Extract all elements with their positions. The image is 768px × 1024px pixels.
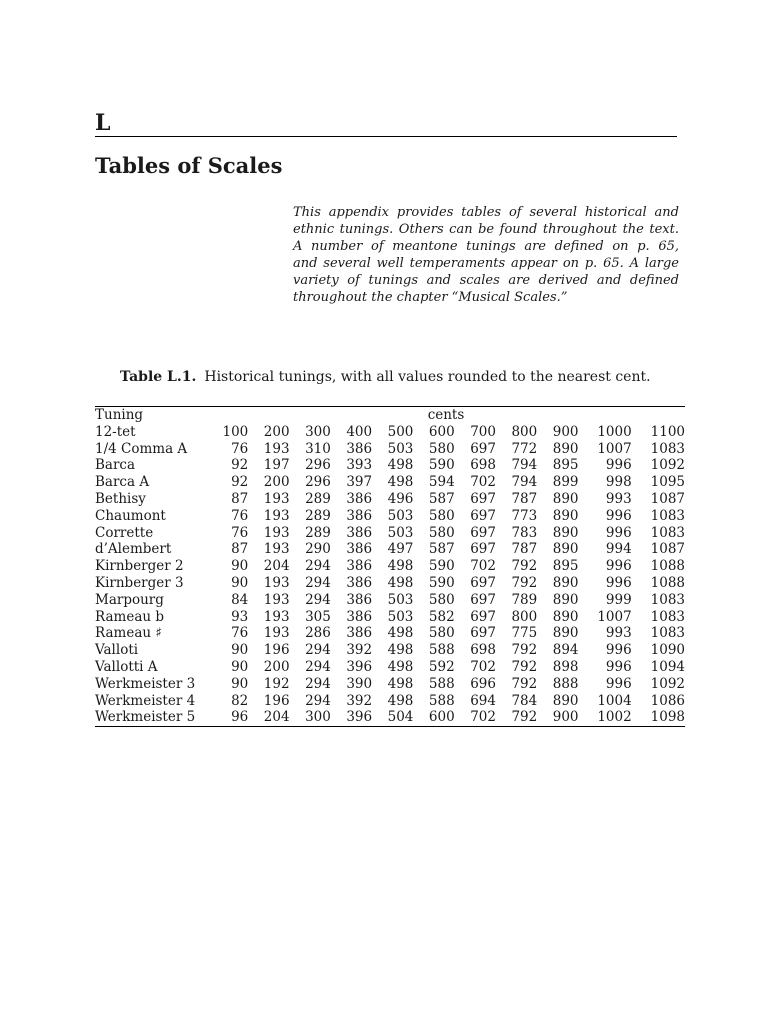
cents-value: 587 (428, 541, 455, 558)
cents-value: 697 (470, 490, 496, 507)
cents-value: 694 (470, 692, 496, 709)
cents-value: 498 (387, 642, 414, 659)
cents-value: 90 (231, 574, 249, 591)
cents-value: 1095 (650, 474, 685, 491)
cents-value: 588 (428, 692, 455, 709)
cents-value: 789 (511, 591, 538, 608)
cents-value: 1083 (650, 524, 685, 541)
cents-value: 200 (263, 423, 290, 440)
cents-value: 386 (346, 507, 373, 524)
cents-value: 294 (305, 558, 331, 575)
cents-value: 392 (346, 642, 373, 659)
cents-value: 289 (305, 524, 331, 541)
cents-value: 996 (605, 675, 632, 692)
cents-value: 503 (387, 524, 414, 541)
table-row (95, 592, 685, 609)
cents-value: 498 (387, 692, 414, 709)
tuning-name: Barca (95, 457, 136, 474)
cents-value: 792 (511, 709, 538, 726)
cents-value: 503 (387, 507, 414, 524)
cents-value: 996 (605, 457, 632, 474)
chapter-letter: L (95, 110, 111, 136)
cents-value: 787 (511, 541, 538, 558)
cents-value: 590 (428, 457, 455, 474)
cents-value: 386 (346, 608, 373, 625)
cents-value: 92 (231, 457, 249, 474)
cents-value: 90 (231, 642, 249, 659)
cents-value: 775 (511, 625, 538, 642)
cents-value: 193 (263, 608, 290, 625)
cents-value: 1000 (597, 423, 632, 440)
cents-value: 400 (346, 423, 373, 440)
table-row (95, 642, 685, 659)
cents-value: 503 (387, 608, 414, 625)
cents-value: 993 (605, 625, 632, 642)
cents-value: 1083 (650, 440, 685, 457)
table-row (95, 609, 685, 626)
tuning-name: Barca A (95, 474, 150, 491)
cents-value: 894 (552, 642, 579, 659)
cents-value: 697 (470, 440, 496, 457)
cents-value: 294 (305, 591, 331, 608)
tuning-name: Werkmeister 3 (95, 675, 196, 692)
tuning-name: Kirnberger 2 (95, 558, 184, 575)
cents-value: 999 (605, 591, 632, 608)
cents-value: 1083 (650, 625, 685, 642)
chapter-abstract (293, 204, 679, 306)
cents-value: 204 (263, 709, 290, 726)
cents-value: 890 (552, 625, 579, 642)
table-row (95, 659, 685, 676)
cents-value: 193 (263, 591, 290, 608)
cents-value: 1088 (650, 574, 685, 591)
cents-value: 386 (346, 574, 373, 591)
header-tuning: Tuning (95, 407, 144, 423)
table-row (95, 625, 685, 642)
cents-value: 996 (605, 642, 632, 659)
cents-value: 76 (231, 507, 249, 524)
table-row (95, 709, 685, 726)
cents-value: 773 (511, 507, 538, 524)
cents-value: 397 (346, 474, 373, 491)
cents-value: 794 (511, 457, 538, 474)
tuning-name: Valloti (95, 642, 139, 659)
cents-value: 96 (231, 709, 249, 726)
cents-value: 76 (231, 440, 249, 457)
cents-value: 792 (511, 642, 538, 659)
cents-value: 996 (605, 558, 632, 575)
cents-value: 702 (470, 709, 496, 726)
cents-value: 580 (428, 625, 455, 642)
cents-value: 696 (470, 675, 496, 692)
cents-value: 197 (263, 457, 290, 474)
table-row (95, 424, 685, 441)
cents-value: 305 (305, 608, 331, 625)
cents-value: 898 (552, 658, 579, 675)
tuning-name: 12-tet (95, 423, 136, 440)
table-row (95, 558, 685, 575)
cents-value: 193 (263, 524, 290, 541)
cents-value: 392 (346, 692, 373, 709)
table-row (95, 525, 685, 542)
table-label: Table L.1. (120, 369, 197, 385)
cents-value: 289 (305, 507, 331, 524)
cents-value: 204 (263, 558, 290, 575)
abstract-line: ethnic tunings. Others can be found throughout the text. (293, 222, 679, 237)
cents-value: 800 (511, 608, 538, 625)
cents-value: 1087 (650, 490, 685, 507)
table-row (95, 457, 685, 474)
cents-value: 498 (387, 658, 414, 675)
cents-value: 396 (346, 658, 373, 675)
cents-value: 900 (552, 423, 579, 440)
tuning-name: Bethisy (95, 490, 146, 507)
cents-value: 386 (346, 625, 373, 642)
cents-value: 600 (428, 423, 455, 440)
cents-value: 590 (428, 558, 455, 575)
cents-value: 289 (305, 490, 331, 507)
cents-value: 993 (605, 490, 632, 507)
cents-value: 300 (305, 709, 331, 726)
abstract-line: throughout the chapter “Musical Scales.” (293, 290, 568, 305)
cents-value: 998 (605, 474, 632, 491)
table-row (95, 508, 685, 525)
cents-value: 783 (511, 524, 538, 541)
cents-value: 498 (387, 457, 414, 474)
cents-value: 193 (263, 574, 290, 591)
cents-value: 1083 (650, 591, 685, 608)
cents-value: 92 (231, 474, 249, 491)
cents-value: 386 (346, 440, 373, 457)
cents-value: 294 (305, 642, 331, 659)
cents-value: 994 (605, 541, 632, 558)
cents-value: 996 (605, 524, 632, 541)
cents-value: 393 (346, 457, 373, 474)
cents-value: 996 (605, 658, 632, 675)
cents-value: 93 (231, 608, 249, 625)
cents-value: 1007 (597, 440, 632, 457)
table-caption-text: Historical tunings, with all values rounded to the nearest cent. (204, 369, 651, 385)
cents-value: 193 (263, 440, 290, 457)
cents-value: 888 (552, 675, 579, 692)
cents-value: 290 (305, 541, 331, 558)
cents-value: 594 (428, 474, 455, 491)
tuning-name: 1/4 Comma A (95, 440, 188, 457)
cents-value: 87 (231, 541, 249, 558)
cents-value: 697 (470, 625, 496, 642)
cents-value: 300 (305, 423, 331, 440)
cents-value: 196 (263, 692, 290, 709)
cents-value: 890 (552, 440, 579, 457)
cents-value: 702 (470, 474, 496, 491)
cents-value: 1090 (650, 642, 685, 659)
cents-value: 702 (470, 658, 496, 675)
cents-value: 90 (231, 558, 249, 575)
cents-value: 1087 (650, 541, 685, 558)
cents-value: 200 (263, 658, 290, 675)
cents-value: 498 (387, 625, 414, 642)
cents-value: 1092 (650, 457, 685, 474)
cents-value: 588 (428, 675, 455, 692)
cents-value: 698 (470, 642, 496, 659)
cents-value: 1092 (650, 675, 685, 692)
cents-value: 193 (263, 490, 290, 507)
cents-value: 498 (387, 474, 414, 491)
cents-value: 497 (387, 541, 414, 558)
cents-value: 899 (552, 474, 579, 491)
cents-value: 580 (428, 591, 455, 608)
cents-value: 996 (605, 574, 632, 591)
cents-value: 697 (470, 574, 496, 591)
cents-value: 1088 (650, 558, 685, 575)
cents-value: 296 (305, 474, 331, 491)
cents-value: 500 (387, 423, 414, 440)
abstract-line: variety of tunings and scales are derived and defined (293, 273, 679, 288)
cents-value: 890 (552, 574, 579, 591)
cents-value: 592 (428, 658, 455, 675)
tuning-name: Rameau ♯ (95, 625, 162, 642)
cents-value: 82 (231, 692, 249, 709)
cents-value: 697 (470, 524, 496, 541)
cents-value: 296 (305, 457, 331, 474)
tuning-name: Werkmeister 4 (95, 692, 196, 709)
cents-value: 496 (387, 490, 414, 507)
abstract-line: A number of meantone tunings are defined on p. 65, (293, 239, 679, 254)
tuning-name: Kirnberger 3 (95, 574, 184, 591)
cents-value: 895 (552, 457, 579, 474)
cents-value: 697 (470, 591, 496, 608)
cents-value: 800 (511, 423, 538, 440)
table-row (95, 474, 685, 491)
cents-value: 1100 (650, 423, 685, 440)
cents-value: 792 (511, 658, 538, 675)
cents-value: 900 (552, 709, 579, 726)
chapter-title: Tables of Scales (95, 153, 283, 178)
table-row (95, 693, 685, 710)
cents-value: 200 (263, 474, 290, 491)
cents-value: 588 (428, 642, 455, 659)
cents-value: 503 (387, 591, 414, 608)
cents-value: 890 (552, 541, 579, 558)
cents-value: 498 (387, 675, 414, 692)
tunings-table (95, 406, 685, 727)
cents-value: 386 (346, 490, 373, 507)
cents-value: 286 (305, 625, 331, 642)
cents-value: 787 (511, 490, 538, 507)
cents-value: 890 (552, 490, 579, 507)
cents-value: 310 (305, 440, 331, 457)
tuning-name: Chaumont (95, 507, 166, 524)
cents-value: 193 (263, 541, 290, 558)
cents-value: 504 (387, 709, 414, 726)
cents-value: 580 (428, 507, 455, 524)
cents-value: 580 (428, 524, 455, 541)
tuning-name: Rameau b (95, 608, 164, 625)
cents-value: 587 (428, 490, 455, 507)
cents-value: 700 (470, 423, 496, 440)
cents-value: 890 (552, 608, 579, 625)
cents-value: 895 (552, 558, 579, 575)
tuning-name: Marpourg (95, 591, 164, 608)
cents-value: 87 (231, 490, 249, 507)
cents-value: 1086 (650, 692, 685, 709)
cents-value: 498 (387, 558, 414, 575)
table-body (95, 424, 685, 727)
tuning-name: Vallotti A (95, 658, 158, 675)
cents-value: 784 (511, 692, 538, 709)
table-header-row (95, 407, 685, 424)
tuning-name: Corrette (95, 524, 154, 541)
header-cents: cents (427, 407, 465, 423)
cents-value: 1004 (597, 692, 632, 709)
table-row (95, 541, 685, 558)
cents-value: 772 (511, 440, 538, 457)
cents-value: 294 (305, 692, 331, 709)
cents-value: 1002 (597, 709, 632, 726)
cents-value: 100 (222, 423, 249, 440)
table-row (95, 575, 685, 592)
cents-value: 890 (552, 591, 579, 608)
cents-value: 792 (511, 558, 538, 575)
cents-value: 794 (511, 474, 538, 491)
cents-value: 294 (305, 675, 331, 692)
cents-value: 698 (470, 457, 496, 474)
cents-value: 396 (346, 709, 373, 726)
cents-value: 76 (231, 625, 249, 642)
cents-value: 792 (511, 574, 538, 591)
cents-value: 1098 (650, 709, 685, 726)
cents-value: 890 (552, 524, 579, 541)
cents-value: 582 (428, 608, 455, 625)
tuning-name: d’Alembert (95, 541, 172, 558)
table-row (95, 441, 685, 458)
cents-value: 386 (346, 524, 373, 541)
cents-value: 697 (470, 541, 496, 558)
cents-value: 192 (263, 675, 290, 692)
cents-value: 600 (428, 709, 455, 726)
cents-value: 196 (263, 642, 290, 659)
abstract-line: and several well temperaments appear on p. 65. A large (293, 256, 679, 271)
cents-value: 1007 (597, 608, 632, 625)
chapter-rule (95, 136, 677, 137)
cents-value: 996 (605, 507, 632, 524)
cents-value: 76 (231, 524, 249, 541)
cents-value: 386 (346, 591, 373, 608)
cents-value: 890 (552, 692, 579, 709)
cents-value: 590 (428, 574, 455, 591)
cents-value: 1083 (650, 507, 685, 524)
cents-value: 890 (552, 507, 579, 524)
table-caption (120, 367, 680, 387)
table-row (95, 676, 685, 693)
cents-value: 498 (387, 574, 414, 591)
cents-value: 294 (305, 658, 331, 675)
cents-value: 1083 (650, 608, 685, 625)
cents-value: 702 (470, 558, 496, 575)
cents-value: 697 (470, 608, 496, 625)
cents-value: 90 (231, 658, 249, 675)
cents-value: 1094 (650, 658, 685, 675)
cents-value: 580 (428, 440, 455, 457)
cents-value: 386 (346, 541, 373, 558)
cents-value: 90 (231, 675, 249, 692)
cents-value: 697 (470, 507, 496, 524)
tuning-name: Werkmeister 5 (95, 709, 196, 726)
cents-value: 386 (346, 558, 373, 575)
cents-value: 792 (511, 675, 538, 692)
table-row (95, 491, 685, 508)
cents-value: 84 (231, 591, 249, 608)
cents-value: 193 (263, 625, 290, 642)
abstract-line: This appendix provides tables of several historical and (293, 205, 679, 220)
cents-value: 193 (263, 507, 290, 524)
cents-value: 503 (387, 440, 414, 457)
cents-value: 294 (305, 574, 331, 591)
cents-value: 390 (346, 675, 373, 692)
